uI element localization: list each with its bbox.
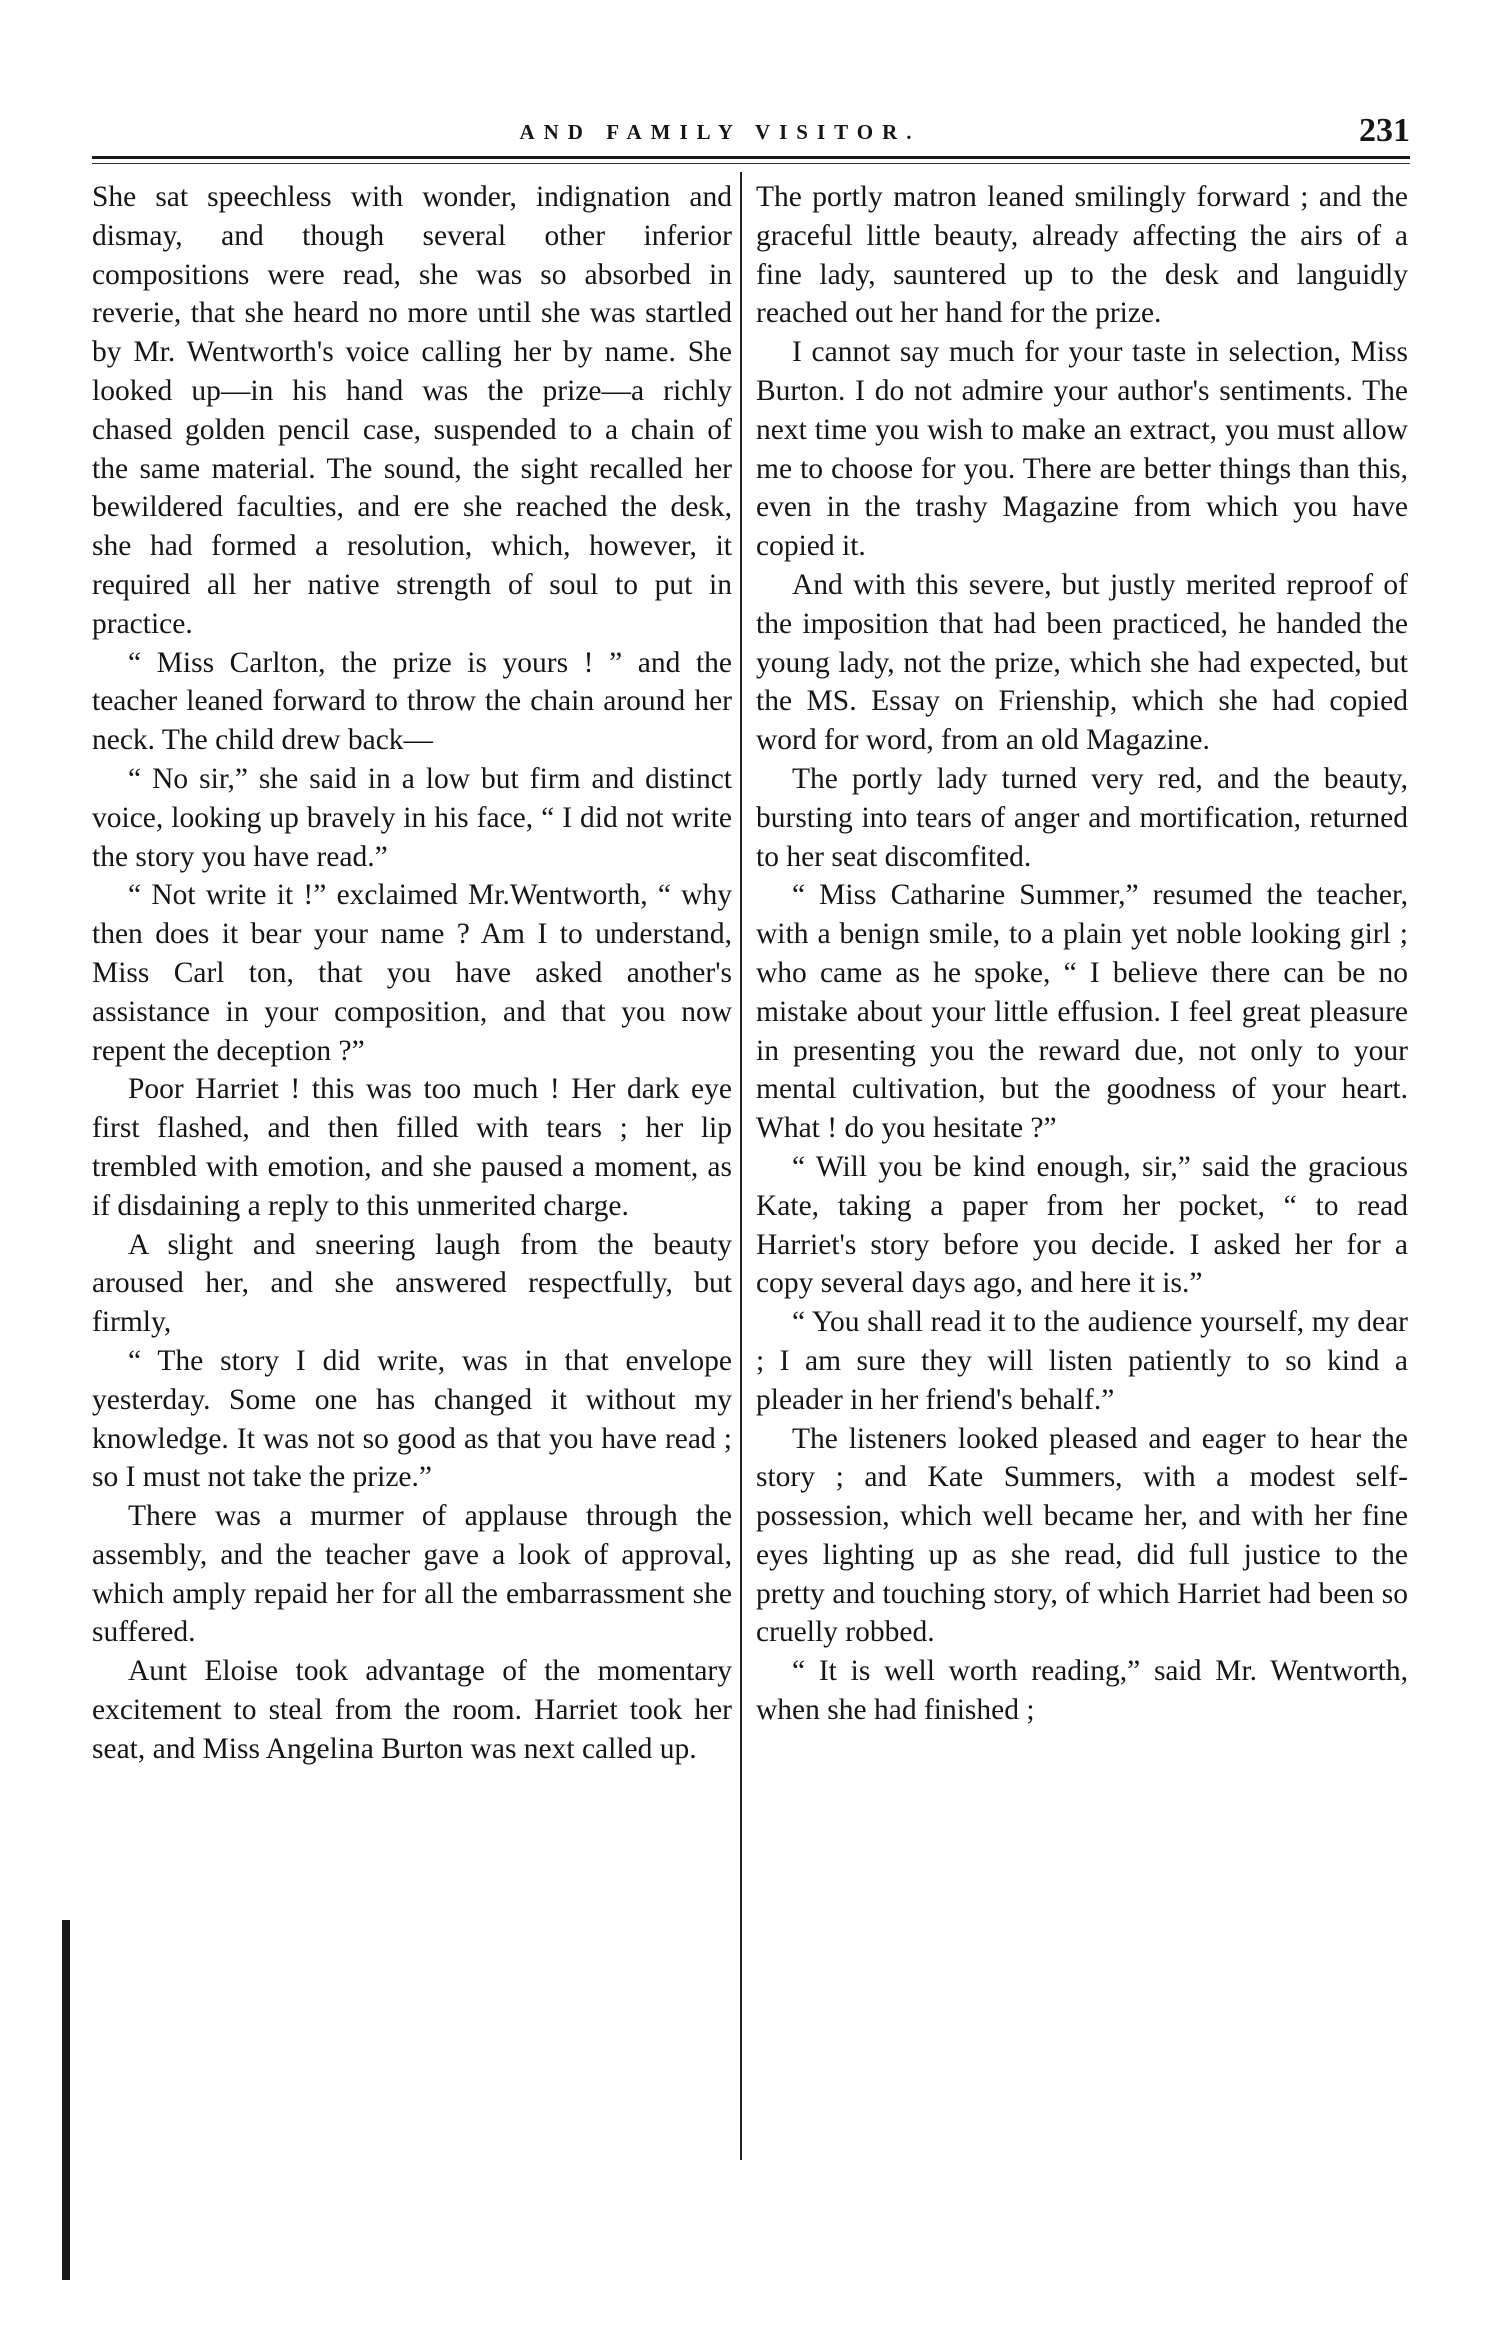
paragraph: Poor Harriet ! this was too much ! Her dark eye first flashed, and then filled with tears ; her lip trembled with emotion, and she paused a moment, as if disdaining a reply to this unmerited charge.: [92, 1073, 732, 1222]
paragraph: “ Miss Carlton, the prize is yours ! ” and the teacher leaned forward to throw the chain around her neck. The child drew back—: [92, 646, 732, 757]
paragraph: She sat speechless with wonder, indignation and dismay, and though several other inferior compositions were read, she was so absorbed in reverie, that she heard no more until she was startled by Mr. Wentworth's voice calling her by name. She looked up—in his hand was the prize—a richly chased golden pencil case, suspended to a chain of the same material. The sound, the sight recalled her bewildered faculties, and ere she reached the desk, she had formed a resolution, which, however, it required all her native strength of soul to put in practice.: [92, 181, 732, 640]
paragraph: “ No sir,” she said in a low but firm and distinct voice, looking up bravely in his face, “ I did not write the story you have read.”: [92, 762, 732, 873]
binding-edge-mark: [62, 1920, 70, 2280]
paragraph: “ You shall read it to the audience yourself, my dear ; I am sure they will listen patiently to so kind a pleader in her friend's behalf.”: [756, 1306, 1408, 1416]
column-divider: [740, 172, 742, 2160]
header-rule: [92, 156, 1410, 159]
paragraph: Aunt Eloise took advantage of the momentary excitement to steal from the room. Harriet took her seat, and Miss Angelina Burton was next called up.: [92, 1655, 732, 1765]
page-number: 231: [1359, 112, 1410, 149]
paragraph: “ Will you be kind enough, sir,” said the gracious Kate, taking a paper from her pocket, “ to read Harriet's story before you decide. I asked her for a copy several days ago, and here it is.”: [756, 1150, 1408, 1300]
paragraph: “ Not write it !” exclaimed Mr.Wentworth, “ why then does it bear your name ? Am I to understand, Miss Carl ton, that you have asked another's assistance in your composition, and that you now repent the deception ?”: [92, 879, 732, 1067]
header-rule-thin: [92, 163, 1410, 164]
paragraph: “ It is well worth reading,” said Mr. Wentworth, when she had finished ;: [756, 1655, 1408, 1727]
right-column: [756, 178, 1408, 1730]
paragraph: “ Miss Catharine Summer,” resumed the teacher, with a benign smile, to a plain yet noble looking girl ; who came as he spoke, “ I believe there can be no mistake about your little effusion. I feel great pleasure in presenting you the reward due, not only to your mental cultivation, but the goodness of your heart. What ! do you hesitate ?”: [756, 879, 1408, 1145]
paragraph: “ The story I did write, was in that envelope yesterday. Some one has changed it without my knowledge. It was not so good as that you have read ; so I must not take the prize.”: [92, 1344, 732, 1494]
paragraph: And with this severe, but justly merited reproof of the imposition that had been practiced, he handed the young lady, not the prize, which she had expected, but the MS. Essay on Frienship, which she had copied word for word, from an old Magazine.: [756, 568, 1408, 757]
paragraph: The portly matron leaned smilingly forward ; and the graceful little beauty, already affecting the airs of a fine lady, sauntered up to the desk and languidly reached out her hand for the prize.: [756, 181, 1408, 330]
running-head: [0, 112, 1494, 152]
running-title: AND FAMILY VISITOR.: [519, 120, 921, 144]
left-column: [92, 178, 732, 1769]
paragraph: The listeners looked pleased and eager to hear the story ; and Kate Summers, with a modest self-possession, which well became her, and with her fine eyes lighting up as she read, did full justice to the pretty and touching story, of which Harriet had been so cruelly robbed.: [756, 1422, 1408, 1649]
paragraph: A slight and sneering laugh from the beauty aroused her, and she answered respectfully, but firmly,: [92, 1228, 732, 1339]
paragraph: I cannot say much for your taste in selection, Miss Burton. I do not admire your author's sentiments. The next time you wish to make an extract, you must allow me to choose for you. There are better things than this, even in the trashy Magazine from which you have copied it.: [756, 336, 1408, 563]
paragraph: The portly lady turned very red, and the beauty, bursting into tears of anger and mortification, returned to her seat discomfited.: [756, 762, 1408, 873]
paragraph: There was a murmer of applause through the assembly, and the teacher gave a look of approval, which amply repaid her for all the embarrassment she suffered.: [92, 1500, 732, 1649]
